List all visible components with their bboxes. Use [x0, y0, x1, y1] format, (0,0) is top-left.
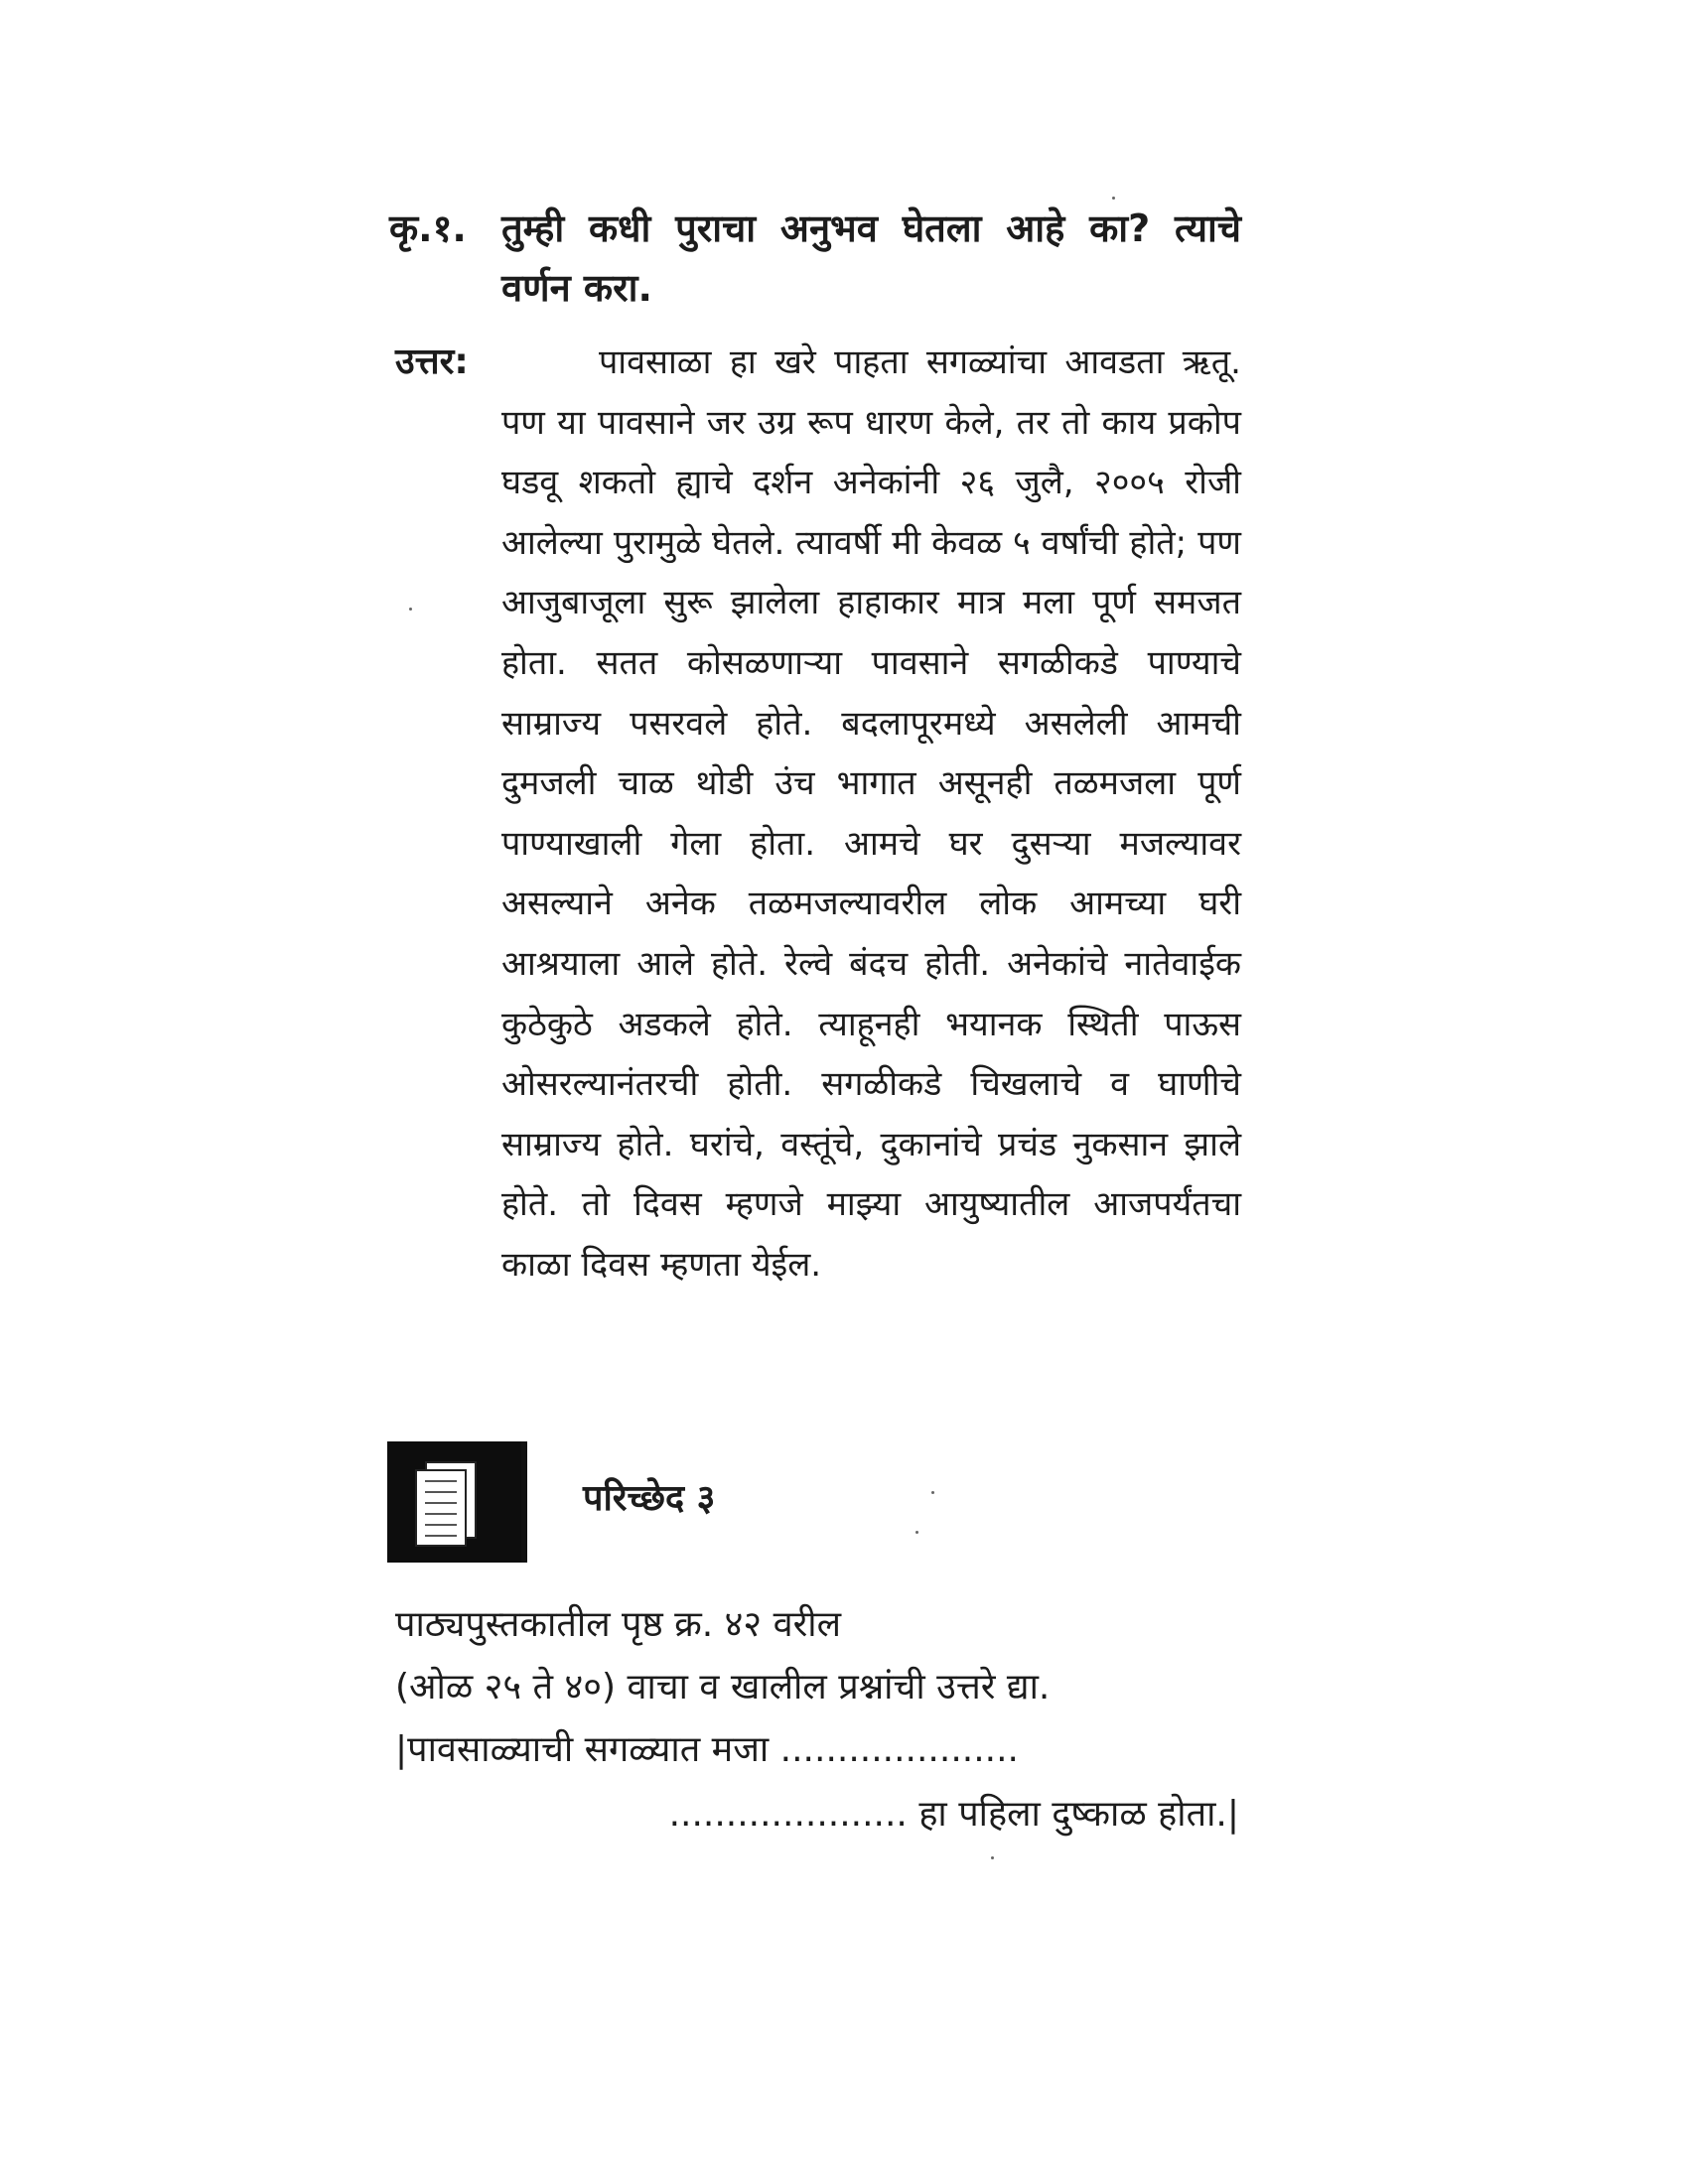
section-title: परिच्छेद ३ [583, 1478, 716, 1519]
answer-text: पावसाळा हा खरे पाहता सगळ्यांचा आवडता ऋतू. पण या पावसाने जर उग्र रूप धारण केले, तर तो काय प्रकोप घडवू शकतो ह्याचे दर्शन अनेकांनी २६ जुलै, २००५ रोजी आलेल्या पुरामुळे घेतले. त्यावर्षी मी केवळ ५ वर्षांची होते; पण आजुबाजूला सुरू झालेला हाहाकार मात्र मला पूर्ण समजत होता. सतत कोसळणाऱ्या पावसाने सगळीकडे पाण्याचे साम्राज्य पसरवले होते. बदलापूरमध्ये असलेली आमची दुमजली चाळ थोडी उंच भागात असूनही तळमजला पूर्ण पाण्याखाली गेला होता. आमचे घर दुसऱ्या मजल्यावर असल्याने अनेक तळमजल्यावरील लोक आमच्या घरी आश्रयाला आले होते. रेल्वे बंदच होती. अनेकांचे नातेवाईक कुठेकुठे अडकले होते. त्याहूनही भयानक स्थिती पाऊस ओसरल्यानंतरची होती. सगळीकडे चिखलाचे व घाणीचे साम्राज्य होते. घरांचे, वस्तूंचे, दुकानांचे प्रचंड नुकसान झाले होते. तो दिवस म्हणजे माझ्या आयुष्यातील आजपर्यंतचा काळा दिवस म्हणता येईल. [501, 342, 1241, 1285]
passage-reference-line: पाठ्यपुस्तकातील पृष्ठ क्र. ४२ वरील [395, 1604, 842, 1645]
scan-speck [991, 1856, 994, 1859]
answer-label: उत्तर: [395, 341, 469, 382]
passage-start-line: |पावसाळ्याची सगळ्यात मजा ..................... [395, 1729, 1019, 1770]
question-number: कृ.१. [389, 206, 467, 250]
passage-end-line: ..................... हा पहिला दुष्काळ होता.| [668, 1794, 1239, 1835]
passage-instruction-line: (ओळ २५ ते ४०) वाचा व खालील प्रश्नांची उत्तरे द्या. [395, 1667, 1051, 1707]
sheet-front [415, 1469, 467, 1547]
document-icon [387, 1441, 527, 1563]
question-text: तुम्ही कधी पुराचा अनुभव घेतला आहे का? त्याचे वर्णन करा. [501, 206, 1241, 310]
scan-speck [1112, 197, 1115, 200]
scan-speck [409, 608, 412, 611]
scan-speck [915, 1531, 918, 1534]
scan-speck [931, 1491, 934, 1494]
